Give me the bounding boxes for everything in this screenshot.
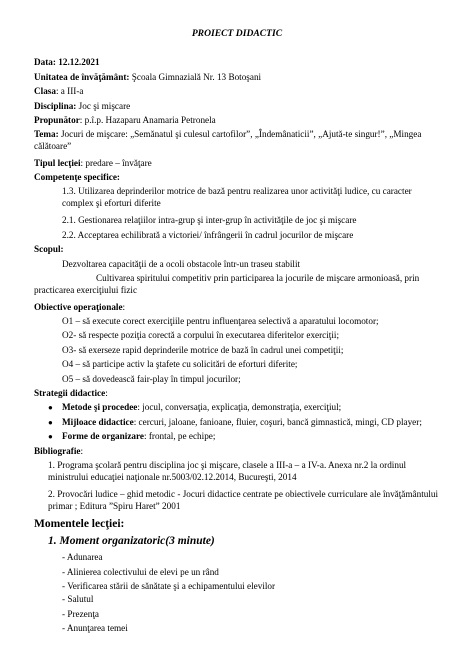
objectives-colon: : — [122, 302, 126, 312]
class-value: : a III-a — [55, 86, 84, 96]
bullet-icon: ● — [48, 403, 53, 412]
strategies-colon: : — [105, 388, 108, 398]
date-value: 12.12.2021 — [58, 57, 100, 67]
discipline-label: Disciplina: — [34, 101, 77, 111]
bibliography-heading: Bibliografie — [34, 446, 81, 456]
theme-line — [34, 129, 444, 152]
lesson-type-value: : predare – învăţare — [80, 158, 152, 168]
date-label: Data: — [34, 57, 56, 67]
theme-value: Jocuri de mişcare: „Semănatul şi culesul cartofilor”, „Îndemânaticii”, „Ajută-te singur!”, „Mingea călătoare” — [34, 129, 422, 151]
moment-1-item: - Adunarea — [62, 552, 103, 562]
objectives-heading: Obiective operaţionale — [34, 302, 123, 312]
purpose-line-1: Dezvoltarea capacităţii de a ocoli obstacole într-un traseu stabilit — [62, 259, 301, 269]
objective-item: O1 – să execute corect exerciţiile pentru influenţarea selectivă a aparatului locomotor; — [62, 316, 379, 326]
objective-item: O2- să respecte poziţia corectă a corpului în executarea diferitelor exerciţii; — [62, 330, 340, 340]
bibliography-heading-line — [34, 446, 83, 458]
date-line — [34, 57, 100, 69]
moment-1-list-cont — [62, 594, 128, 638]
strategies-heading-line — [34, 388, 108, 400]
lesson-type-line — [34, 158, 152, 170]
strategy-item — [62, 402, 341, 414]
strategy-label: Metode şi procedee — [62, 402, 138, 412]
strategy-label: Forme de organizare — [62, 431, 144, 441]
discipline-line — [34, 101, 130, 113]
moment-1-list — [62, 552, 275, 596]
school-value: Şcoala Gimnazială Nr. 13 Botoşani — [131, 72, 262, 82]
moment-1-heading: 1. Moment organizatoric(3 minute) — [48, 535, 215, 547]
bibliography-item: 2. Provocări ludice – ghid metodic - Jocuri didactice centrate pe obiectivele curriculare ale învăţământului primar ; Editura ”Spiru Haret” 2001 — [48, 489, 439, 511]
bullet-icon: ● — [48, 418, 53, 427]
theme-label: Tema: — [34, 129, 59, 139]
strategy-text: : frontal, pe echipe; — [143, 431, 216, 441]
strategy-item — [62, 417, 422, 429]
school-label: Unitatea de învăţământ: — [34, 72, 130, 82]
bibliography-item: 1. Programa şcolară pentru disciplina joc şi mişcare, clasele a III-a – a IV-a. Anexa nr.2 la ordinul ministrului educaţiei naţionale nr.5003/02.12.2014, Bucureşti, 2014 — [48, 460, 407, 482]
bibliography-colon: : — [80, 446, 84, 456]
competence-item: 2.1. Gestionarea relaţiilor intra-grup şi inter-grup în activităţile de joc şi mişcare — [62, 215, 357, 225]
strategies-heading: Strategii didactice — [34, 388, 106, 398]
lesson-type-label: Tipul lecţiei — [34, 158, 81, 168]
discipline-value: Joc şi mişcare — [78, 101, 131, 111]
competences-heading: Competenţe specifice: — [34, 172, 120, 182]
bullet-icon: ● — [48, 432, 53, 441]
purpose-line-2: Cultivarea spiritului competitiv prin participarea la jocurile de mişcare armonioasă, prin practicarea exerciţiului fizic — [34, 273, 420, 295]
lesson-moments-heading: Momentele lecţiei: — [34, 518, 125, 530]
proposer-label: Propunător — [34, 115, 80, 125]
purpose-heading: Scopul: — [34, 244, 64, 254]
competence-item: 2.2. Acceptarea echilibrată a victoriei/ înfrângerii în cadrul jocurilor de mişcare — [62, 230, 354, 240]
class-label: Clasa — [34, 86, 56, 96]
proposer-value: : p.î.p. Hazaparu Anamaria Petronela — [79, 115, 216, 125]
school-line — [34, 72, 261, 84]
moment-1-item: - Verificarea stării de sănătate şi a echipamentului elevilor — [62, 581, 276, 592]
class-line — [34, 86, 84, 98]
moment-1-item: - Anunţarea temei — [62, 623, 128, 634]
competence-item: 1.3. Utilizarea deprinderilor motrice de bază pentru realizarea unor activităţi ludice, cu caracter complex şi eforturi diferite — [62, 186, 412, 208]
document-title: PROIECT DIDACTIC — [191, 28, 283, 39]
proposer-line — [34, 115, 216, 127]
strategy-item — [62, 431, 215, 443]
strategy-label: Mijloace didactice — [62, 417, 134, 427]
strategy-text: : cercuri, jaloane, fanioane, fluier, coşuri, bancă gimnastică, mingi, CD player; — [133, 417, 422, 427]
objective-item: O3- să exerseze rapid deprinderile motrice de bază în cadrul unei competiţii; — [62, 345, 344, 355]
objectives-heading-line — [34, 302, 125, 314]
objective-item: O5 – să dovedească fair-play în timpul jocurilor; — [62, 374, 241, 384]
objective-item: O4 – să participe activ la ştafete cu solicitări de eforturi diferite; — [62, 359, 298, 369]
moment-1-item: - Prezenţa — [62, 608, 99, 619]
moment-1-item: - Alinierea colectivului de elevi pe un rând — [62, 566, 219, 577]
moment-1-item: - Salutul — [62, 594, 94, 604]
strategy-text: : jocul, conversaţia, explicaţia, demonstraţia, exerciţiul; — [137, 402, 342, 412]
